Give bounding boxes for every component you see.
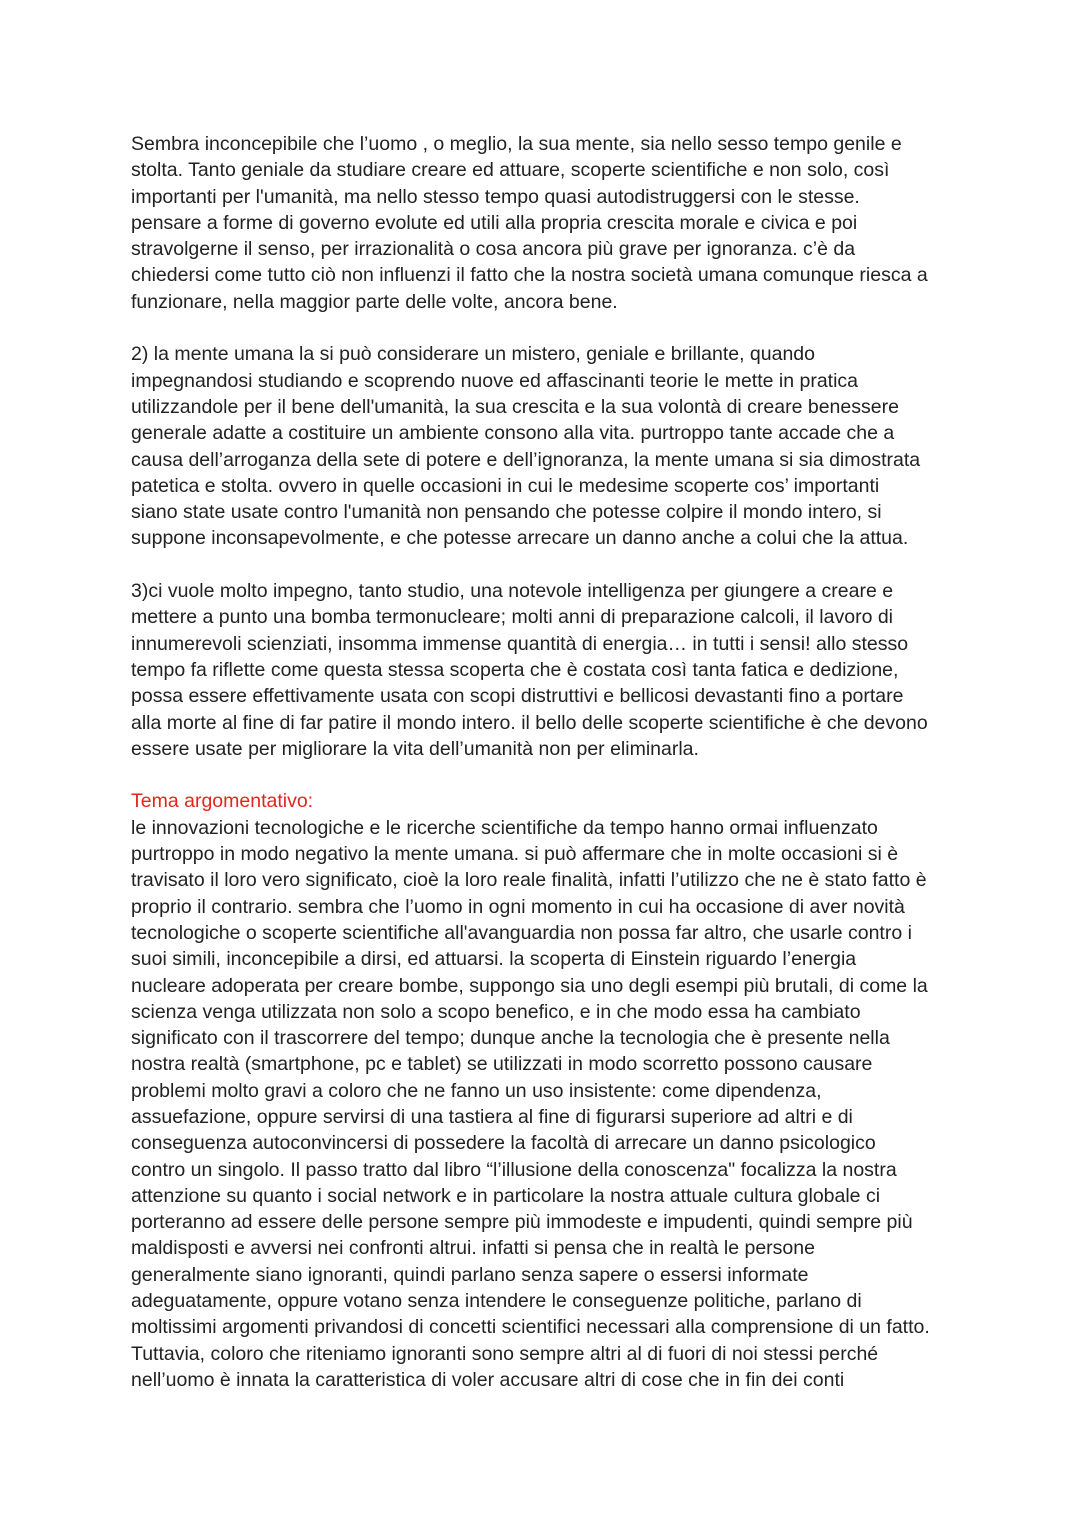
text-line: pensare a forme di governo evolute ed utili alla propria crescita morale e civica e poi: [131, 211, 858, 234]
text-line: nucleare adoperata per creare bombe, suppongo sia uno degli esempi più brutali, di come la: [131, 974, 928, 997]
text-line: generalmente siano ignoranti, quindi parlano senza sapere o essersi informate: [131, 1263, 809, 1286]
text-line: generale adatte a costituire un ambiente consono alla vita. purtroppo tante accade che a: [131, 422, 895, 445]
text-line: impegnandosi studiando e scoprendo nuove ed affascinanti teorie le mette in pratica: [131, 369, 859, 392]
text-line: conseguenza autoconvincersi di possedere la facoltà di arrecare un danno psicologico: [131, 1132, 876, 1155]
section-heading: Tema argomentativo:: [131, 790, 314, 813]
text-line: assuefazione, oppure servirsi di una tastiera al fine di figurarsi superiore ad altri e di: [131, 1105, 853, 1128]
text-line: moltissimi argomenti privandosi di concetti scientifici necessari alla comprensione di un fatto.: [131, 1316, 930, 1339]
text-line: utilizzandole per il bene dell'umanità, la sua crescita e la sua volontà di creare benessere: [131, 395, 899, 418]
text-line: mettere a punto una bomba termonucleare; molti anni di preparazione calcoli, il lavoro di: [131, 606, 894, 629]
text-line: le innovazioni tecnologiche e le ricerche scientifiche da tempo hanno ormai influenzato: [131, 816, 878, 839]
text-line: alla morte al fine di far patire il mondo intero. il bello delle scoperte scientifiche è che devono: [131, 711, 928, 734]
text-line: suoi simili, inconcepibile a dirsi, ed attuarsi. la scoperta di Einstein riguardo l’energia: [131, 948, 857, 971]
text-line: scienza venga utilizzata non solo a scopo benefico, e in che modo essa ha cambiato: [131, 1000, 861, 1023]
text-line: nell’uomo è innata la caratteristica di voler accusare altri di cose che in fin dei conti: [131, 1368, 845, 1391]
text-line: significato con il trascorrere del tempo; dunque anche la tecnologia che è presente nella: [131, 1027, 890, 1050]
text-line: purtroppo in modo negativo la mente umana. si può affermare che in molte occasioni si è: [131, 843, 899, 866]
paragraph-spacer: [131, 552, 961, 578]
paragraph-intro: [131, 131, 961, 315]
text-line: siano state usate contro l'umanità non pensando che potesse colpire il mondo intero, si: [131, 501, 882, 524]
text-line: contro un singolo. Il passo tratto dal libro “l’illusione della conoscenza" focalizza la nostra: [131, 1158, 897, 1181]
text-line: chiedersi come tutto ciò non influenzi il fatto che la nostra società umana comunque riesca a: [131, 264, 928, 287]
text-line: innumerevoli scienziati, insomma immense quantità di energia… in tutti i sensi! allo stesso: [131, 632, 909, 655]
text-line: Sembra inconcepibile che l’uomo , o meglio, la sua mente, sia nello sesso tempo genile e: [131, 133, 902, 155]
paragraph-essay: [131, 815, 961, 1394]
text-line: 3)ci vuole molto impegno, tanto studio, una notevole intelligenza per giungere a creare e: [131, 580, 894, 603]
text-line: tempo fa riflette come questa stessa scoperta che è costata così tanta fatica e dedizione,: [131, 658, 899, 681]
paragraph-answer-2: [131, 341, 961, 551]
text-line: proprio il contrario. sembra che l’uomo in ogni momento in cui ha occasione di aver novità: [131, 895, 905, 918]
text-line: maldisposti e avversi nei confronti altrui. infatti si pensa che in realtà le persone: [131, 1237, 815, 1260]
text-line: essere usate per migliorare la vita dell’umanità non per eliminarla.: [131, 737, 699, 760]
text-line: tecnologiche o scoperte scientifiche all'avanguardia non possa far altro, che usarle contro i: [131, 921, 912, 944]
text-line: causa dell’arroganza della sete di potere e dell’ignoranza, la mente umana si sia dimostrata: [131, 448, 921, 471]
text-line: Tuttavia, coloro che riteniamo ignoranti sono sempre altri al di fuori di noi stessi perché: [131, 1342, 879, 1365]
text-line: patetica e stolta. ovvero in quelle occasioni in cui le medesime scoperte cos’ importanti: [131, 474, 880, 497]
text-line: funzionare, nella maggior parte delle volte, ancora bene.: [131, 290, 618, 313]
text-line: importanti per l'umanità, ma nello stesso tempo quasi autodistruggersi con le stesse.: [131, 185, 860, 208]
text-line: porteranno ad essere delle persone sempre più immodeste e impudenti, quindi sempre più: [131, 1211, 913, 1234]
text-line: travisato il loro vero significato, cioè la loro reale finalità, infatti l’utilizzo che ne è stato fatto è: [131, 869, 927, 892]
text-line: nostra realtà (smartphone, pc e tablet) se utilizzati in modo scorretto possono causare: [131, 1053, 873, 1076]
paragraph-spacer: [131, 762, 961, 788]
text-line: suppone inconsapevolmente, e che potesse arrecare un danno anche a colui che la attua.: [131, 527, 909, 550]
text-line: problemi molto gravi a coloro che ne fanno un uso insistente: come dipendenza,: [131, 1079, 822, 1102]
text-line: attenzione su quanto i social network e in particolare la nostra attuale cultura globale ci: [131, 1184, 881, 1207]
text-line: stolta. Tanto geniale da studiare creare ed attuare, scoperte scientifiche e non solo, così: [131, 159, 890, 182]
text-line: possa essere effettivamente usata con scopi distruttivi e bellicosi devastanti fino a portare: [131, 685, 904, 708]
paragraph-spacer: [131, 315, 961, 341]
text-line: stravolgerne il senso, per irrazionalità o cosa ancora più grave per ignoranza. c’è da: [131, 238, 856, 261]
paragraph-answer-3: [131, 578, 961, 762]
text-line: adeguatamente, oppure votano senza intendere le conseguenze politiche, parlano di: [131, 1290, 862, 1313]
text-line: 2) la mente umana la si può considerare un mistero, geniale e brillante, quando: [131, 343, 815, 366]
document-page: [131, 131, 961, 1393]
